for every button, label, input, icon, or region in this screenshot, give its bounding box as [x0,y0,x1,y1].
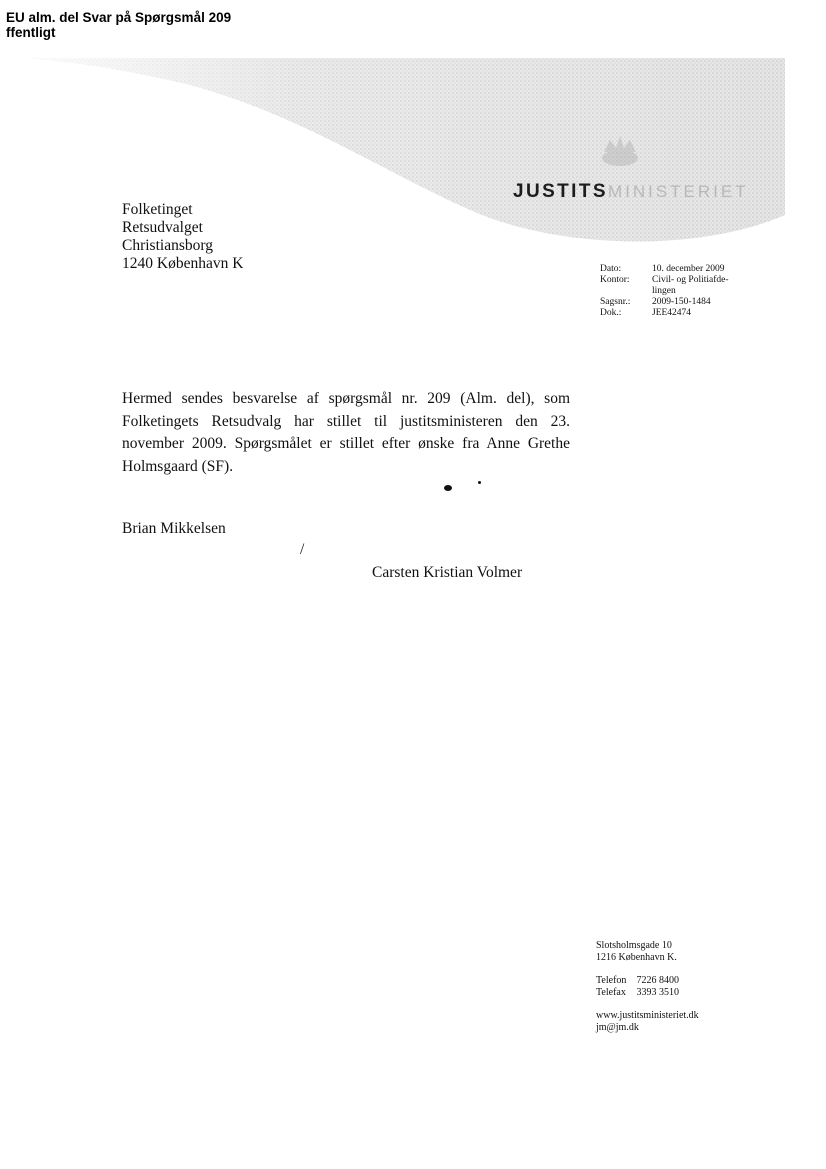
signer-name-1: Brian Mikkelsen [122,520,226,537]
scan-speck [444,485,452,491]
date-value: 10. december 2009 [652,264,725,274]
fax-row [596,987,699,999]
stamp-line-2: ffentligt [6,25,56,40]
recipient-line: Christiansborg [122,237,213,254]
contact-footer [596,940,699,1045]
office-label: Kontor: [600,275,630,285]
case-number-value: 2009-150-1484 [652,297,711,307]
letter-metadata [600,264,744,319]
case-number-label: Sagsnr.: [600,297,631,307]
logo-part-2: MINISTERIET [607,182,749,201]
phone-label: Telefon [596,975,627,986]
document-number-value: JEE42474 [652,308,692,318]
date-label: Dato: [600,264,622,274]
recipient-line: Folketinget [122,201,193,218]
ministry-logo [513,181,749,203]
recipient-line: Retsudvalget [122,219,203,236]
fax-label: Telefax [596,986,626,998]
letter-body: Hermed sendes besvarelse af spørgsmål nr. 209 (Alm. del), som Folketingets Retsudvalg har stillet til justitsministeren den 23. november 2009. Spørgsmålet er stillet efter ønske fra Anne Grethe Holmsgaard (SF). [122,390,570,475]
website-link[interactable]: www.justitsministeriet.dk [596,1010,699,1021]
document-number-label: Dok.: [600,308,622,318]
phone-row [596,975,699,987]
phone-value: 7226 8400 [636,975,679,986]
phone-block [596,975,699,998]
address-block [596,940,699,963]
signature-separator: / [300,541,305,558]
stamp-line-1: EU alm. del Svar på Spørgsmål 209 [6,10,232,25]
fax-value: 3393 3510 [636,986,679,998]
logo-part-1: JUSTITS [513,181,608,202]
office-value-line-2: lingen [652,286,676,296]
web-block [596,1010,699,1033]
address-line-2: 1216 København K. [596,951,677,963]
recipient-line: 1240 København K [122,255,244,272]
document-stamp [6,10,231,40]
signer-name-2: Carsten Kristian Volmer [372,564,523,581]
address-line-1: Slotsholmsgade 10 [596,940,672,951]
office-value [652,275,744,297]
office-value-line-1: Civil- og Politiafde- [652,275,729,285]
recipient-address [122,201,243,273]
email-link[interactable]: jm@jm.dk [596,1021,639,1033]
scan-speck [478,481,481,484]
